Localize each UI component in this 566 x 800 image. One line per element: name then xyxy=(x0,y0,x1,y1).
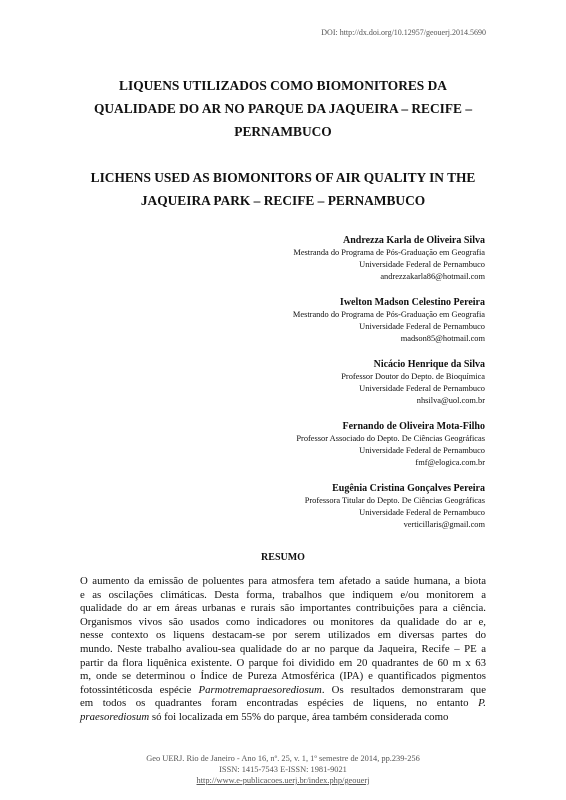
author-affiliation: Universidade Federal de Pernambuco xyxy=(359,446,485,455)
abstract-line: partir da flora liquênica existente. O parque foi dividido em 20 quadrantes de 60 m x 63 xyxy=(80,656,486,669)
author-role: Mestrando do Programa de Pós-Graduação em Geografia xyxy=(292,310,485,319)
species-name: Parmotremapraesorediosum xyxy=(198,683,322,696)
journal-link[interactable]: http://www.e-publicacoes.uerj.br/index.php/geouerj xyxy=(196,776,370,785)
abstract-line xyxy=(80,711,486,725)
author-affiliation: Universidade Federal de Pernambuco xyxy=(359,322,485,331)
author-block xyxy=(293,420,485,469)
footer-issn: ISSN: 1415-7543 E-ISSN: 1981-9021 xyxy=(219,765,347,774)
abstract-text: Os resultados demonstraram que xyxy=(331,683,486,696)
author-affiliation: Universidade Federal de Pernambuco xyxy=(359,260,485,269)
author-name: Fernando de Oliveira Mota-Filho xyxy=(342,421,485,432)
author-name: Nicácio Henrique da Silva xyxy=(373,359,485,370)
author-role: Mestranda do Programa de Pós-Graduação em Geografia xyxy=(293,248,485,257)
author-block xyxy=(293,358,485,407)
abstract-line: qualidade do ar em áreas urbanas e rurais são importantes contribuições para a ciência. xyxy=(80,602,486,615)
species-abbrev: P. xyxy=(478,697,486,710)
title-line: LIQUENS UTILIZADOS COMO BIOMONITORES DA xyxy=(119,78,447,93)
abstract-heading: RESUMO xyxy=(261,552,305,563)
doi-link: DOI: http://dx.doi.org/10.12957/geouerj.2014.5690 xyxy=(321,28,486,37)
journal-footer xyxy=(0,753,566,786)
abstract-line: O aumento da emissão de poluentes para atmosfera tem afetado a saúde humana, a biota xyxy=(80,575,486,587)
abstract-line: mundo. Neste trabalho avaliou-sea qualidade do ar no parque da Jaqueira, Recife – PE a xyxy=(80,642,486,655)
author-email: andrezzakarla86@hotmail.com xyxy=(380,272,485,281)
author-email: fmf@elogica.com.br xyxy=(415,458,485,467)
author-block xyxy=(293,234,485,283)
author-role: Professor Associado do Depto. De Ciências Geográficas xyxy=(296,434,485,443)
title-line: PERNAMBUCO xyxy=(234,124,332,139)
abstract-line: nesse contexto os liquens destacam-se por serem utilizados em diversas partes do xyxy=(80,629,486,642)
title-line: QUALIDADE DO AR NO PARQUE DA JAQUEIRA – RECIFE – xyxy=(93,101,473,116)
author-name: Andrezza Karla de Oliveira Silva xyxy=(342,235,485,246)
abstract-line: m, onde se determinou o Índice de Pureza Atmosférica (IPA) e quantificados pigmentos xyxy=(80,670,486,683)
abstract-line xyxy=(80,697,486,711)
author-block xyxy=(293,482,485,531)
abstract-line: Organismos vivos são usados como indicadores ou monitores da qualidade do ar e, xyxy=(80,615,486,628)
author-name: Eugênia Cristina Gonçalves Pereira xyxy=(332,483,485,494)
abstract-body xyxy=(80,575,486,725)
author-block xyxy=(293,296,485,345)
title-line: LICHENS USED AS BIOMONITORS OF AIR QUALITY IN THE xyxy=(90,170,476,185)
author-email: madson85@hotmail.com xyxy=(400,334,485,343)
author-role: Professor Doutor do Depto. de Bioquímica xyxy=(341,372,485,381)
author-email: nhsilva@uol.com.br xyxy=(416,396,485,405)
author-affiliation: Universidade Federal de Pernambuco xyxy=(359,384,485,393)
abstract-line: fotossintéticosda espécie Parmotremapraesorediosum. Os resultados demonstraram que xyxy=(80,683,486,696)
author-role: Professora Titular do Depto. De Ciências Geográficas xyxy=(304,496,485,505)
author-list xyxy=(293,234,485,544)
title-portuguese xyxy=(60,74,506,143)
author-affiliation: Universidade Federal de Pernambuco xyxy=(359,508,485,517)
abstract-text: só foi localizada em 55% do parque, área também considerada como xyxy=(149,710,449,723)
abstract-line: e as oscilações climáticas. Desta forma, trabalhos que indiquem e/ou monitorem a xyxy=(80,588,486,601)
abstract-text: fotossintéticosda espécie xyxy=(80,683,199,696)
abstract-text: em todos os quadrantes foram encontradas espécies de liquens, no entanto xyxy=(80,697,479,710)
species-epithet: praesorediosum xyxy=(80,710,150,723)
title-line: JAQUEIRA PARK – RECIFE – PERNAMBUCO xyxy=(140,193,426,208)
footer-citation: Geo UERJ. Rio de Janeiro - Ano 16, nº. 25, v. 1, 1º semestre de 2014, pp.239-256 xyxy=(146,754,420,763)
author-name: Iwelton Madson Celestino Pereira xyxy=(339,297,485,308)
author-email: verticillaris@gmail.com xyxy=(403,520,485,529)
title-english xyxy=(60,166,506,212)
